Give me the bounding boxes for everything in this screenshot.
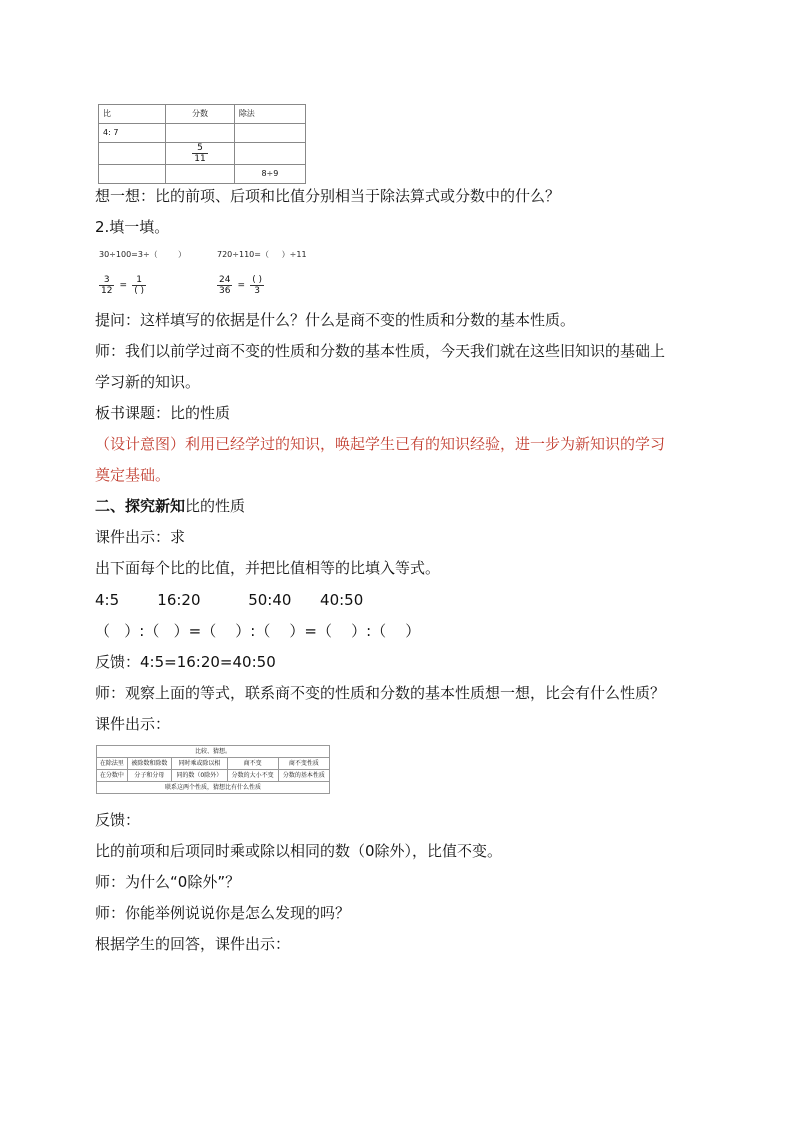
fraction: [99, 275, 114, 296]
table2-cell: 在除法里: [97, 758, 128, 770]
compare-guess-table: [96, 745, 330, 794]
cell-fraction: [166, 143, 235, 165]
ratio-property: 比的前项和后项同时乘或除以相同的数（0除外），比值不变。: [95, 842, 503, 860]
fill-fraction-eq-2: [217, 275, 264, 296]
header-ratio: 比: [99, 105, 166, 124]
table2-cell: 同的数（0除外）: [172, 770, 228, 782]
header-fraction: 分数: [166, 105, 235, 124]
board-title: 板书课题：比的性质: [95, 404, 231, 422]
ratio-blanks: （ ）:（ ）=（ ）:（ ）=（ ）:（ ）: [95, 622, 421, 640]
ratio-fraction-division-table: [98, 104, 306, 184]
fraction-denominator: ( ): [134, 286, 145, 296]
teacher-line-4: 师：你能举例说说你是怎么发现的吗？: [95, 904, 351, 922]
fraction: [132, 275, 146, 296]
fraction-denominator: 12: [101, 286, 113, 296]
table2-cell: 同时乘或除以相: [172, 758, 228, 770]
section-heading: [95, 496, 245, 516]
fraction-numerator: 1: [132, 275, 146, 286]
courseware-line-1: 课件出示：求: [95, 528, 186, 546]
equals-sign: =: [237, 280, 246, 291]
courseware-line-2: 课件出示：: [95, 715, 171, 733]
cell-empty: [99, 143, 166, 165]
fraction-numerator: 3: [99, 275, 114, 286]
cell-empty: [166, 124, 235, 143]
design-intent-b: 奠定基础。: [95, 466, 171, 484]
design-intent-a: （设计意图）利用已经学过的知识，唤起学生已有的知识经验，进一步为新知识的学习: [95, 435, 666, 453]
find-instruction: 出下面每个比的比值，并把比值相等的比填入等式。: [95, 559, 441, 577]
think-question: 想一想：比的前项、后项和比值分别相当于除法算式或分数中的什么？: [95, 187, 561, 205]
fraction: [192, 143, 207, 164]
table2-cell: 分数的基本性质: [278, 770, 329, 782]
fraction-numerator: ( ): [252, 275, 263, 285]
cell-ratio: 4: 7: [99, 124, 166, 143]
teacher-line-2: 师：观察上面的等式，联系商不变的性质和分数的基本性质想一想，比会有什么性质？: [95, 684, 666, 702]
table2-cell: 分数的大小不变: [227, 770, 278, 782]
fraction-numerator: 5: [192, 143, 207, 154]
equals-sign: =: [119, 280, 128, 291]
ratios-list: 4:5 16:20 50:40 40:50: [95, 591, 364, 609]
header-division: 除法: [234, 105, 305, 124]
fraction-denominator: 3: [254, 286, 260, 296]
cell-empty: [234, 124, 305, 143]
fraction-denominator: 36: [219, 286, 231, 296]
section-heading-rest: 比的性质: [185, 497, 246, 515]
table2-cell: 商不变性质: [278, 758, 329, 770]
fill-eq-1: 30÷100=3÷（ ）: [99, 250, 186, 259]
table2-cell: 商不变: [227, 758, 278, 770]
according-line: 根据学生的回答，课件出示：: [95, 935, 291, 953]
table2-title: 比较、猜想。: [97, 746, 330, 758]
fill-title: 2.填一填。: [95, 218, 170, 236]
fraction-numerator: 24: [219, 275, 231, 285]
teacher-line-1b: 学习新的知识。: [95, 373, 201, 391]
feedback-line-1: 反馈：4:5=16:20=40:50: [95, 653, 276, 671]
table2-cell: 分子和分母: [127, 770, 171, 782]
table2-cell: 在分数中: [97, 770, 128, 782]
fraction-denominator: 11: [194, 154, 206, 164]
teacher-line-1a: 师：我们以前学过商不变的性质和分数的基本性质，今天我们就在这些旧知识的基础上: [95, 342, 666, 360]
cell-empty: [99, 165, 166, 184]
question-line: 提问：这样填写的依据是什么？什么是商不变的性质和分数的基本性质。: [95, 311, 576, 329]
table2-footer: 联系这两个性质，猜想比有什么性质: [97, 782, 330, 794]
feedback-line-2: 反馈：: [95, 811, 141, 829]
fraction: [250, 275, 264, 296]
cell-empty: [234, 143, 305, 165]
fill-eq-2: 720÷110=（ ）÷11: [217, 250, 307, 259]
table2-cell: 被除数和除数: [127, 758, 171, 770]
fraction: [217, 275, 232, 296]
cell-division: 8÷9: [234, 165, 305, 184]
fill-fraction-eq-1: [99, 275, 146, 296]
cell-empty: [166, 165, 235, 184]
section-heading-bold: 二、探究新知: [95, 497, 186, 515]
teacher-line-3: 师：为什么“0除外”？: [95, 873, 241, 891]
